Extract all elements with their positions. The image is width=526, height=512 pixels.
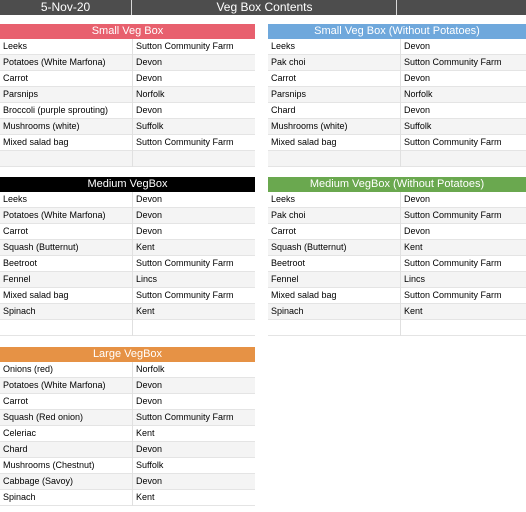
vegetable-cell[interactable]: Leeks <box>271 41 296 51</box>
table-row[interactable] <box>268 256 526 272</box>
vegetable-cell[interactable]: Mixed salad bag <box>271 137 337 147</box>
table-row[interactable] <box>0 151 255 167</box>
table-row[interactable] <box>268 192 526 208</box>
box-title[interactable]: Medium VegBox (Without Potatoes) <box>268 177 526 192</box>
table-row[interactable] <box>268 119 526 135</box>
vegetable-cell[interactable]: Leeks <box>271 194 296 204</box>
table-row[interactable] <box>268 71 526 87</box>
table-row[interactable] <box>0 192 255 208</box>
column-divider <box>132 103 133 119</box>
column-divider <box>132 135 133 151</box>
vegetable-cell[interactable]: Mushrooms (white) <box>271 121 348 131</box>
farm-cell[interactable]: Sutton Community Farm <box>404 57 502 67</box>
table-row[interactable] <box>268 240 526 256</box>
table-row[interactable] <box>0 224 255 240</box>
farm-cell[interactable]: Sutton Community Farm <box>136 137 234 147</box>
vegetable-cell[interactable]: Carrot <box>3 226 29 236</box>
vegetable-cell[interactable]: Broccoli (purple sprouting) <box>3 105 109 115</box>
vegetable-cell[interactable]: Beetroot <box>3 258 38 268</box>
farm-cell[interactable]: Kent <box>136 428 155 438</box>
farm-cell[interactable]: Sutton Community Farm <box>404 258 502 268</box>
table-row[interactable] <box>0 103 255 119</box>
farm-cell[interactable]: Kent <box>136 492 155 502</box>
farm-cell[interactable]: Lincs <box>404 274 426 284</box>
vegetable-cell[interactable]: Parsnips <box>3 89 39 99</box>
table-row[interactable] <box>268 135 526 151</box>
farm-cell[interactable]: Devon <box>136 73 163 83</box>
medium-veg-box-table <box>0 177 255 336</box>
farm-cell[interactable]: Devon <box>136 226 163 236</box>
table-row[interactable] <box>268 224 526 240</box>
vegetable-cell[interactable]: Cabbage (Savoy) <box>3 476 74 486</box>
farm-cell[interactable]: Sutton Community Farm <box>404 137 502 147</box>
column-divider <box>132 394 133 410</box>
column-divider <box>400 71 401 87</box>
column-divider <box>132 192 133 208</box>
farm-cell[interactable]: Kent <box>136 242 155 252</box>
vegetable-cell[interactable]: Mixed salad bag <box>3 137 69 147</box>
column-divider <box>132 208 133 224</box>
farm-cell[interactable]: Devon <box>136 57 163 67</box>
farm-cell[interactable]: Devon <box>404 105 431 115</box>
column-divider <box>132 288 133 304</box>
vegetable-cell[interactable]: Leeks <box>3 41 28 51</box>
vegetable-cell[interactable]: Beetroot <box>271 258 306 268</box>
column-divider <box>400 103 401 119</box>
column-divider <box>132 256 133 272</box>
column-divider <box>400 320 401 336</box>
sheet-title[interactable]: Veg Box Contents <box>133 0 397 15</box>
table-row[interactable] <box>268 272 526 288</box>
table-row[interactable] <box>0 442 255 458</box>
farm-cell[interactable]: Sutton Community Farm <box>136 41 234 51</box>
column-divider <box>132 426 133 442</box>
medium-veg-box-no-potatoes-table <box>268 177 526 336</box>
farm-cell[interactable]: Kent <box>136 306 155 316</box>
farm-cell[interactable]: Sutton Community Farm <box>404 290 502 300</box>
table-row[interactable] <box>0 208 255 224</box>
empty-header-cell[interactable] <box>398 0 526 15</box>
farm-cell[interactable]: Devon <box>136 210 163 220</box>
column-divider <box>132 490 133 506</box>
table-row[interactable] <box>268 55 526 71</box>
column-divider <box>400 240 401 256</box>
small-veg-box-no-potatoes-table <box>268 24 526 167</box>
vegetable-cell[interactable]: Fennel <box>3 274 31 284</box>
date-cell[interactable]: 5-Nov-20 <box>0 0 132 15</box>
farm-cell[interactable]: Suffolk <box>136 460 164 470</box>
vegetable-cell[interactable]: Spinach <box>3 306 36 316</box>
vegetable-cell[interactable]: Squash (Butternut) <box>3 242 79 252</box>
table-row[interactable] <box>0 426 255 442</box>
column-divider <box>400 288 401 304</box>
table-row[interactable] <box>0 71 255 87</box>
table-row[interactable] <box>0 394 255 410</box>
farm-cell[interactable]: Devon <box>136 444 163 454</box>
farm-cell[interactable]: Devon <box>136 396 163 406</box>
header-bar <box>0 0 526 15</box>
column-divider <box>400 256 401 272</box>
column-divider <box>132 474 133 490</box>
table-row[interactable] <box>0 304 255 320</box>
table-row[interactable] <box>268 304 526 320</box>
vegetable-cell[interactable]: Leeks <box>3 194 28 204</box>
column-divider <box>132 304 133 320</box>
column-divider <box>132 410 133 426</box>
table-row[interactable] <box>0 490 255 506</box>
column-divider <box>400 304 401 320</box>
column-divider <box>132 378 133 394</box>
vegetable-cell[interactable]: Mushrooms (white) <box>3 121 80 131</box>
box-title[interactable]: Small Veg Box <box>0 24 255 39</box>
vegetable-cell[interactable]: Carrot <box>271 73 297 83</box>
column-divider <box>132 320 133 336</box>
column-divider <box>132 71 133 87</box>
table-row[interactable] <box>0 119 255 135</box>
table-row[interactable] <box>0 240 255 256</box>
column-divider <box>132 224 133 240</box>
table-row[interactable] <box>268 320 526 336</box>
table-row[interactable] <box>0 288 255 304</box>
farm-cell[interactable]: Lincs <box>136 274 158 284</box>
column-divider <box>400 87 401 103</box>
farm-cell[interactable]: Devon <box>404 226 431 236</box>
vegetable-cell[interactable]: Carrot <box>271 226 297 236</box>
farm-cell[interactable]: Norfolk <box>136 364 165 374</box>
vegetable-cell[interactable]: Mixed salad bag <box>3 290 69 300</box>
column-divider <box>400 39 401 55</box>
vegetable-cell[interactable]: Potatoes (White Marfona) <box>3 57 106 67</box>
farm-cell[interactable]: Devon <box>136 476 163 486</box>
table-row[interactable] <box>268 151 526 167</box>
vegetable-cell[interactable]: Squash (Butternut) <box>271 242 347 252</box>
farm-cell[interactable]: Devon <box>136 194 163 204</box>
vegetable-cell[interactable]: Onions (red) <box>3 364 54 374</box>
table-row[interactable] <box>0 320 255 336</box>
table-row[interactable] <box>0 272 255 288</box>
column-divider <box>400 272 401 288</box>
column-divider <box>400 55 401 71</box>
column-divider <box>132 240 133 256</box>
column-divider <box>132 272 133 288</box>
vegetable-cell[interactable]: Pak choi <box>271 57 306 67</box>
table-row[interactable] <box>0 378 255 394</box>
table-row[interactable] <box>268 208 526 224</box>
vegetable-cell[interactable]: Fennel <box>271 274 299 284</box>
column-divider <box>400 192 401 208</box>
column-divider <box>400 135 401 151</box>
table-row[interactable] <box>268 87 526 103</box>
vegetable-cell[interactable]: Spinach <box>3 492 36 502</box>
vegetable-cell[interactable]: Carrot <box>3 396 29 406</box>
column-divider <box>132 87 133 103</box>
farm-cell[interactable]: Devon <box>404 194 431 204</box>
column-divider <box>132 119 133 135</box>
vegetable-cell[interactable]: Potatoes (White Marfona) <box>3 210 106 220</box>
farm-cell[interactable]: Sutton Community Farm <box>136 258 234 268</box>
small-veg-box-table <box>0 24 255 167</box>
vegetable-cell[interactable]: Mushrooms (Chestnut) <box>3 460 95 470</box>
farm-cell[interactable]: Sutton Community Farm <box>136 412 234 422</box>
table-row[interactable] <box>0 410 255 426</box>
vegetable-cell[interactable]: Parsnips <box>271 89 307 99</box>
vegetable-cell[interactable]: Spinach <box>271 306 304 316</box>
column-divider <box>400 208 401 224</box>
table-row[interactable] <box>268 103 526 119</box>
column-divider <box>132 362 133 378</box>
table-row[interactable] <box>0 362 255 378</box>
farm-cell[interactable]: Devon <box>404 73 431 83</box>
table-row[interactable] <box>0 474 255 490</box>
column-divider <box>132 458 133 474</box>
farm-cell[interactable]: Devon <box>404 41 431 51</box>
box-title[interactable]: Large VegBox <box>0 347 255 362</box>
table-row[interactable] <box>0 39 255 55</box>
vegetable-cell[interactable]: Pak choi <box>271 210 306 220</box>
column-divider <box>132 442 133 458</box>
vegetable-cell[interactable]: Celeriac <box>3 428 37 438</box>
table-row[interactable] <box>268 288 526 304</box>
table-row[interactable] <box>0 135 255 151</box>
column-divider <box>132 151 133 167</box>
large-veg-box-table <box>0 347 255 506</box>
farm-cell[interactable]: Sutton Community Farm <box>136 290 234 300</box>
table-row[interactable] <box>0 87 255 103</box>
farm-cell[interactable]: Kent <box>404 306 423 316</box>
farm-cell[interactable]: Norfolk <box>404 89 433 99</box>
farm-cell[interactable]: Suffolk <box>136 121 164 131</box>
vegetable-cell[interactable]: Squash (Red onion) <box>3 412 84 422</box>
farm-cell[interactable]: Sutton Community Farm <box>404 210 502 220</box>
farm-cell[interactable]: Devon <box>136 380 163 390</box>
column-divider <box>132 55 133 71</box>
column-divider <box>400 119 401 135</box>
vegetable-cell[interactable]: Mixed salad bag <box>271 290 337 300</box>
box-title[interactable]: Medium VegBox <box>0 177 255 192</box>
column-divider <box>400 224 401 240</box>
farm-cell[interactable]: Norfolk <box>136 89 165 99</box>
table-row[interactable] <box>0 55 255 71</box>
farm-cell[interactable]: Kent <box>404 242 423 252</box>
column-divider <box>132 39 133 55</box>
table-row[interactable] <box>0 256 255 272</box>
farm-cell[interactable]: Devon <box>136 105 163 115</box>
vegetable-cell[interactable]: Chard <box>271 105 296 115</box>
table-row[interactable] <box>268 39 526 55</box>
column-divider <box>400 151 401 167</box>
vegetable-cell[interactable]: Potatoes (White Marfona) <box>3 380 106 390</box>
vegetable-cell[interactable]: Chard <box>3 444 28 454</box>
vegetable-cell[interactable]: Carrot <box>3 73 29 83</box>
table-row[interactable] <box>0 458 255 474</box>
box-title[interactable]: Small Veg Box (Without Potatoes) <box>268 24 526 39</box>
farm-cell[interactable]: Suffolk <box>404 121 432 131</box>
